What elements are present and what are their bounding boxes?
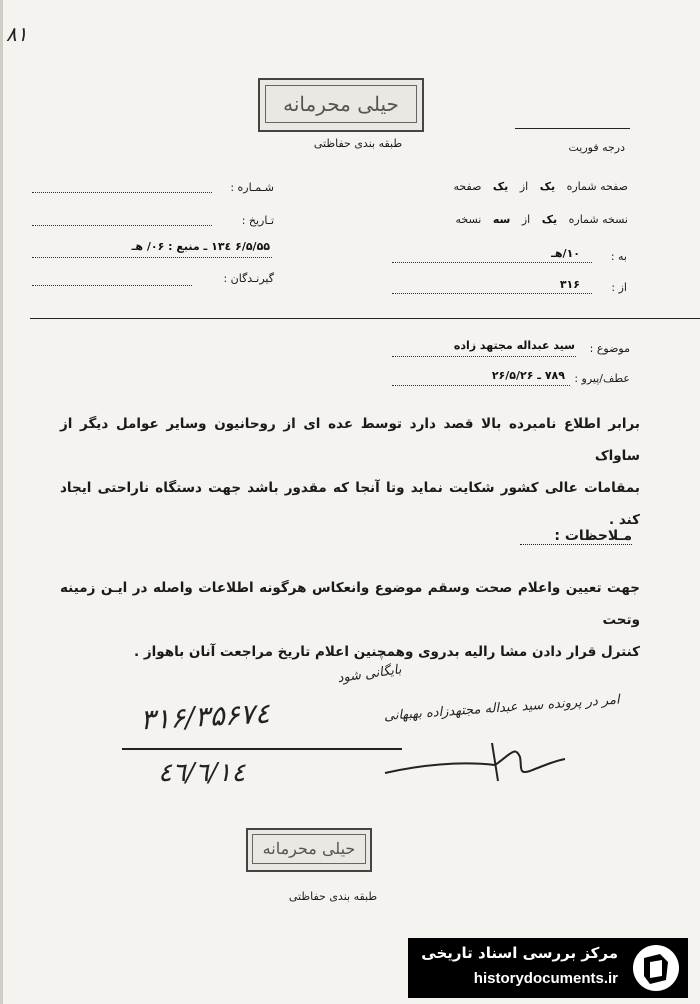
handwritten-date: ٤٦/٦/١٤ [158,758,246,788]
page-of-value: یک [492,180,509,193]
urgency-label: درجه فوریت [568,141,625,154]
copy-number-value: یک [541,213,558,226]
remarks-heading: مـلاحظات : [520,528,632,545]
date-source-line [32,257,272,258]
subject-line [392,356,576,357]
footer-website: historydocuments.ir [473,970,618,987]
copy-number-label: نسخه شماره [568,213,628,226]
classification-label-top: طبقه بندی حفاظتی [313,137,403,150]
body-line-1: برابر اطلاع نامبرده بالا قصد دارد توسط عده ای از روحانیون وسایر عوامل دیگر از ساواک [60,416,640,464]
from-label: از : [611,281,627,294]
date-label: تـاریخ : [241,214,274,227]
page-of-label: از [519,180,529,193]
page-number-row [380,180,628,193]
stamp-text-bottom: حیلی محرمانه [252,834,366,864]
copy-suffix: نسخه [455,213,482,226]
reference-line [392,385,570,386]
scan-edge [0,0,3,1004]
to-field-line [392,262,592,263]
handwritten-file-number: ۳۱۶/۳۵۶۷٤ [139,696,271,737]
remarks-line-2: کنترل قرار دادن مشا رالیه بدروی وهمچنین اعلام تاریخ مراجعت آنان باهواز . [134,644,640,660]
reference-value: ۷۸۹ ـ ۲۶/۵/۲۶ [491,369,565,382]
reference-label: عطف/پیرو : [574,372,630,385]
report-body [60,408,640,536]
date-field-line [32,225,212,226]
to-label: به : [610,250,627,263]
recipients-line [32,285,192,286]
from-value: ۳۱۶ [559,278,580,291]
subject-value: سید عبداله مجتهد زاده [453,339,575,352]
to-value: ۱۰/هـ [551,247,580,260]
handwritten-underline [122,748,402,750]
page-suffix: صفحه [453,180,482,193]
copy-of-value: سه [492,213,511,226]
footer-org-name: مرکز بررسی اسناد تاریخی [421,944,618,962]
copy-number-row [380,213,628,226]
archive-footer-bar [408,938,688,998]
remarks-line-1: جهت تعیین واعلام صحت وسقم موضوع وانعکاس هرگونه اطلاعات واصله در ایـن زمینه وتحت [60,580,640,628]
page-number-value: یک [539,180,556,193]
from-field-line [392,293,592,294]
copy-of-label: از [521,213,531,226]
header-separator [30,318,700,319]
handwritten-archive-note: بایگانی شود [336,662,403,687]
remarks-body [60,572,640,668]
handwritten-file-note: امر در پرونده سید عبداله مجتهدزاده بهبهانی [383,692,621,724]
number-label: شـمـاره : [230,181,274,194]
archive-logo-icon [630,942,682,994]
stamp-text-top: حیلی محرمانه [265,85,417,123]
body-line-2: بمقامات عالی کشور شکایت نماید وتا آنجا که مقدور باشد جهت دستگاه ناراحتی ایجاد کند . [60,480,640,528]
date-source-value: ۶/۵/۵۵ ۱۳٤ ـ منبع : ۰۶/ هـ [131,240,270,253]
recipients-label: گیرنـدگان : [223,272,274,285]
page-number-label: صفحه شماره [566,180,628,193]
signature-icon [380,735,570,785]
classification-stamp-bottom [246,828,372,872]
classification-label-bottom: طبقه بندی حفاظتی [288,890,378,903]
classification-stamp-top [258,78,424,132]
corner-page-number: ۸۱ [6,22,28,46]
number-field-line [32,192,212,193]
subject-label: موضوع : [589,342,630,355]
urgency-line [515,128,630,129]
